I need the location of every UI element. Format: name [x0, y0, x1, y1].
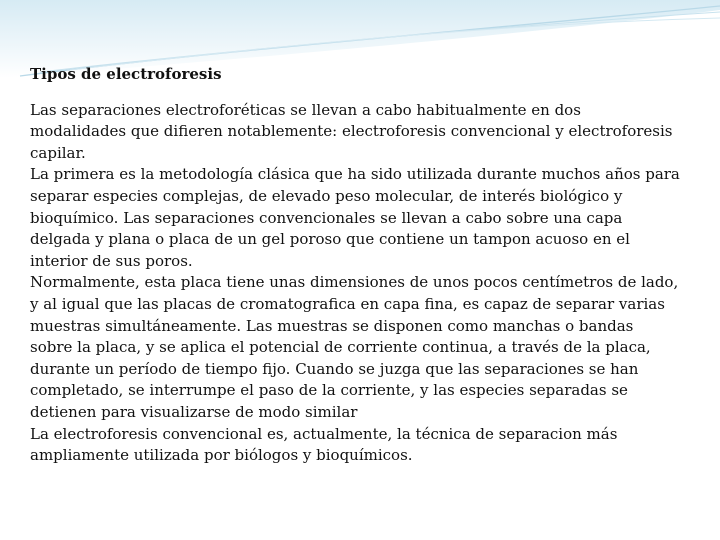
- slide-title: Tipos de electroforesis: [30, 65, 222, 83]
- slide-content: [30, 64, 680, 467]
- paragraph-2: La primera es la metodología clásica que ha sido utilizada durante muchos años para separar especies complejas, de elevado peso molecular, de interés biológico y bioquímico. Las separaciones convencionales se llevan a cabo sobre una capa delgada y plana o placa de un gel poroso que contiene un tampon acuoso en el interior de sus poros.: [30, 165, 680, 270]
- paragraph-3: Normalmente, esta placa tiene unas dimensiones de unos pocos centímetros de lado, y al igual que las placas de cromatografica en capa fina, es capaz de separar varias muestras simultáneamente. Las muestras se disponen como manchas o bandas sobre la placa, y se aplica el potencial de corriente continua, a través de la placa, durante un período de tiempo fijo. Cuando se juzga que las separaciones se han completado, se interrumpe el paso de la corriente, y las especies separadas se detienen para visualizarse de modo similar: [30, 273, 679, 421]
- paragraph-4: La electroforesis convencional es, actualmente, la técnica de separacion más ampliamente utilizada por biólogos y bioquímicos.: [30, 424, 618, 465]
- paragraph-1: Las separaciones electroforéticas se llevan a cabo habitualmente en dos modalidades que difieren notablemente: electroforesis convencional y electroforesis capilar.: [30, 100, 673, 162]
